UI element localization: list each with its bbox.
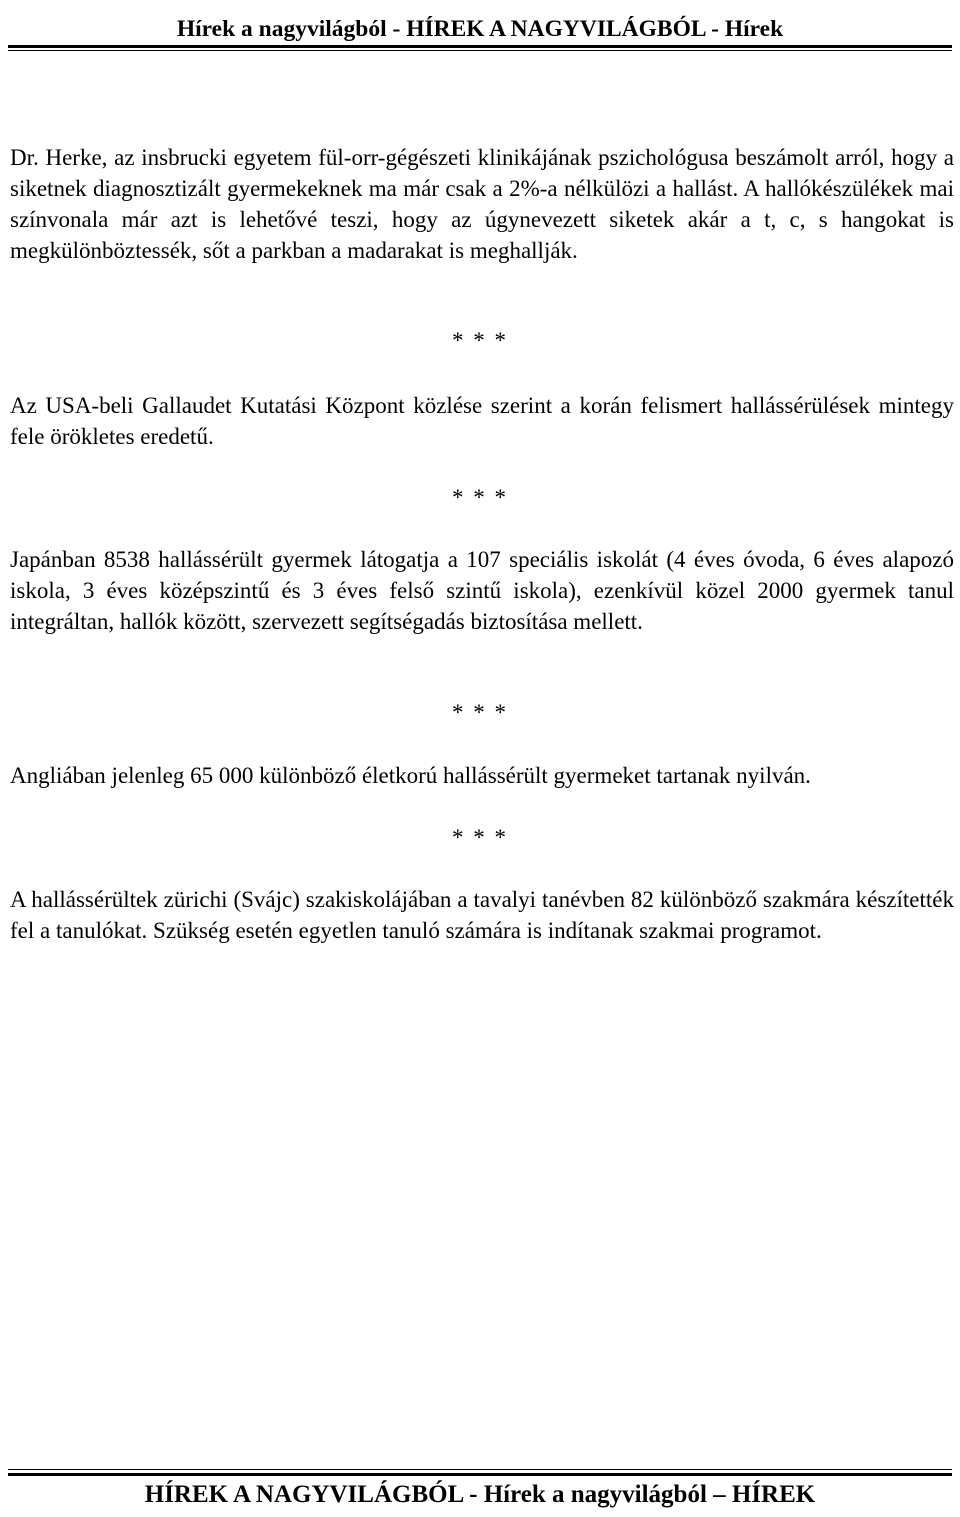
section-separator-2: * * * [452,485,508,510]
section-separator-1: * * * [452,328,508,353]
header-rule [8,45,952,48]
news-paragraph-1: Dr. Herke, az insbrucki egyetem fül-orr-gégészeti klinikájának pszichológusa beszámolt arról, hogy a siketnek diagnosztizált gyermekeknek ma már csak a 2%-a nélkülözi a hallást. A hallókészülékek mai színvonala már azt is lehetővé teszi, hogy az úgynevezett siketek akár a t, c, s hangokat is megkülönböztessék, sőt a parkban a madarakat is meghallják. [10,145,954,263]
news-paragraph-4: Angliában jelenleg 65 000 különböző életkorú hallássérült gyermeket tartanak nyilván. [10,763,811,788]
news-paragraph-2: Az USA-beli Gallaudet Kutatási Központ közlése szerint a korán felismert hallássérülések mintegy fele örökletes eredetű. [10,393,954,449]
header-title: Hírek a nagyvilágból - HÍREK A NAGYVILÁGBÓL - Hírek [176,16,784,42]
news-paragraph-5: A hallássérültek zürichi (Svájc) szakiskolájában a tavalyi tanévben 82 különböző szakmára készítették fel a tanulókat. Szükség esetén egyetlen tanuló számára is indítanak szakmai programot. [10,887,954,943]
section-separator-3: * * * [452,700,508,725]
section-separator-4: * * * [452,825,508,850]
footer-rule [8,1473,952,1476]
header-rule-thin [8,50,952,51]
footer-title: HÍREK A NAGYVILÁGBÓL - Hírek a nagyvilágból – HÍREK [144,1481,816,1508]
footer-rule-thin [8,1469,952,1470]
news-paragraph-3: Japánban 8538 hallássérült gyermek látogatja a 107 speciális iskolát (4 éves óvoda, 6 éves alapozó iskola, 3 éves középszintű és 3 éves felső szintű iskola), ezenkívül közel 2000 gyermek tanul integráltan, hallók között, szervezett segítségadás biztosítása mellett. [10,547,954,634]
